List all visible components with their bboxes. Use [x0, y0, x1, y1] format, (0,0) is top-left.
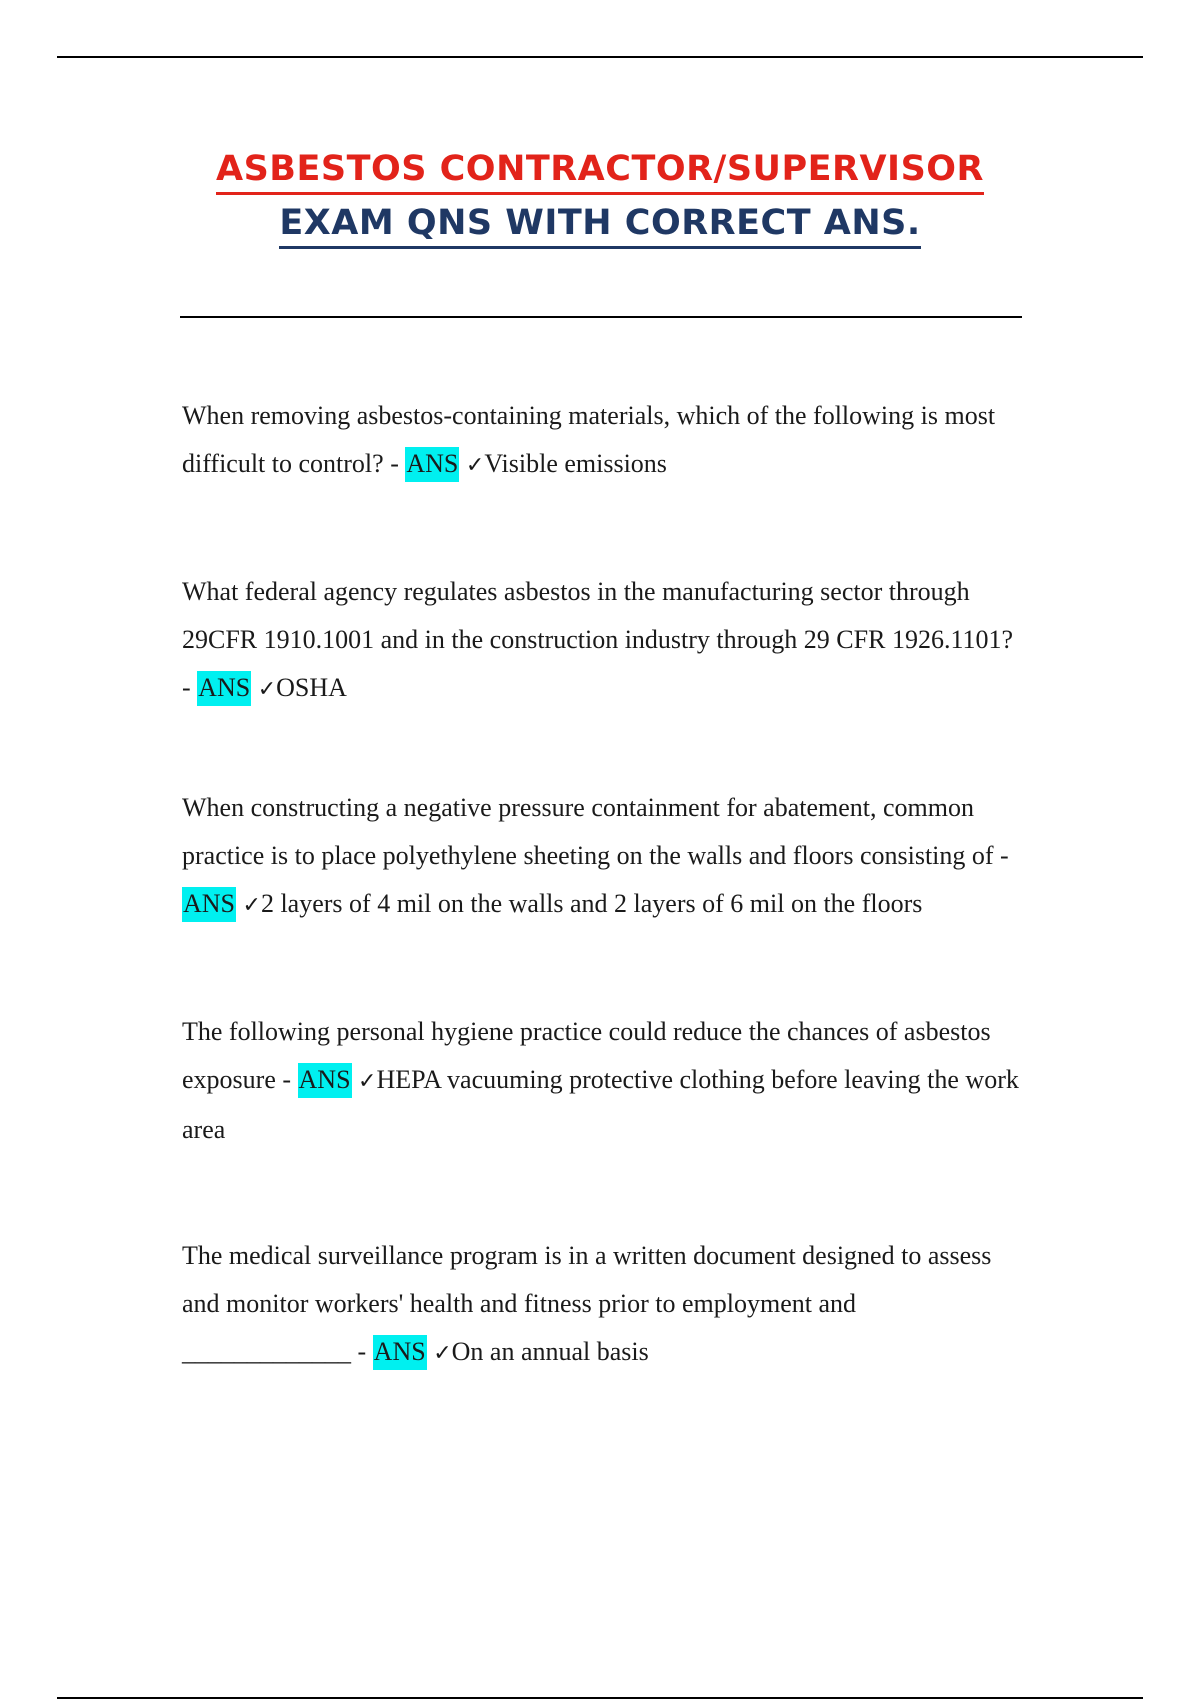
qa-item — [182, 392, 1022, 490]
checkmark-icon: ✓ — [433, 1341, 452, 1366]
title-line-1: ASBESTOS CONTRACTOR/SUPERVISOR — [216, 148, 984, 195]
checkmark-icon: ✓ — [358, 1069, 377, 1094]
qa-list — [182, 392, 1022, 1456]
ans-label: ANS — [373, 1335, 427, 1370]
question-text: When removing asbestos-containing materials, which of the following is most difficult to control? - — [182, 401, 996, 478]
page-top-rule — [57, 56, 1143, 58]
ans-label: ANS — [197, 671, 251, 706]
ans-label: ANS — [298, 1063, 352, 1098]
question-text: The following personal hygiene practice could reduce the chances of asbestos exposure - — [182, 1017, 991, 1094]
ans-label: ANS — [182, 887, 236, 922]
question-text: The medical surveillance program is in a written document designed to assess and monitor workers' health and fitness prior to employment and _____________ - — [182, 1241, 992, 1366]
answer-text: On an annual basis — [451, 1337, 649, 1366]
qa-item — [182, 1232, 1022, 1378]
title-line-2: EXAM QNS WITH CORRECT ANS. — [279, 202, 920, 249]
checkmark-icon: ✓ — [257, 677, 277, 702]
checkmark-icon: ✓ — [465, 453, 485, 478]
question-text: When constructing a negative pressure containment for abatement, common practice is to place polyethylene sheeting on the walls and floors consisting of - — [182, 793, 1009, 870]
document-title — [0, 148, 1200, 249]
ans-label: ANS — [405, 447, 459, 482]
qa-item — [182, 784, 1022, 930]
page-bottom-rule — [57, 1697, 1143, 1699]
answer-text: OSHA — [276, 673, 347, 702]
question-text: What federal agency regulates asbestos in the manufacturing sector through 29CFR 1910.1001 and in the construction industry through 29 CFR 1926.1101? - — [182, 577, 1014, 702]
qa-item — [182, 568, 1022, 714]
answer-text: HEPA vacuuming protective clothing before leaving the work area — [182, 1065, 1019, 1144]
answer-text: 2 layers of 4 mil on the walls and 2 layers of 6 mil on the floors — [260, 889, 923, 918]
answer-text: Visible emissions — [484, 449, 667, 478]
checkmark-icon: ✓ — [242, 893, 261, 918]
qa-item — [182, 1008, 1022, 1154]
title-divider — [180, 316, 1022, 318]
